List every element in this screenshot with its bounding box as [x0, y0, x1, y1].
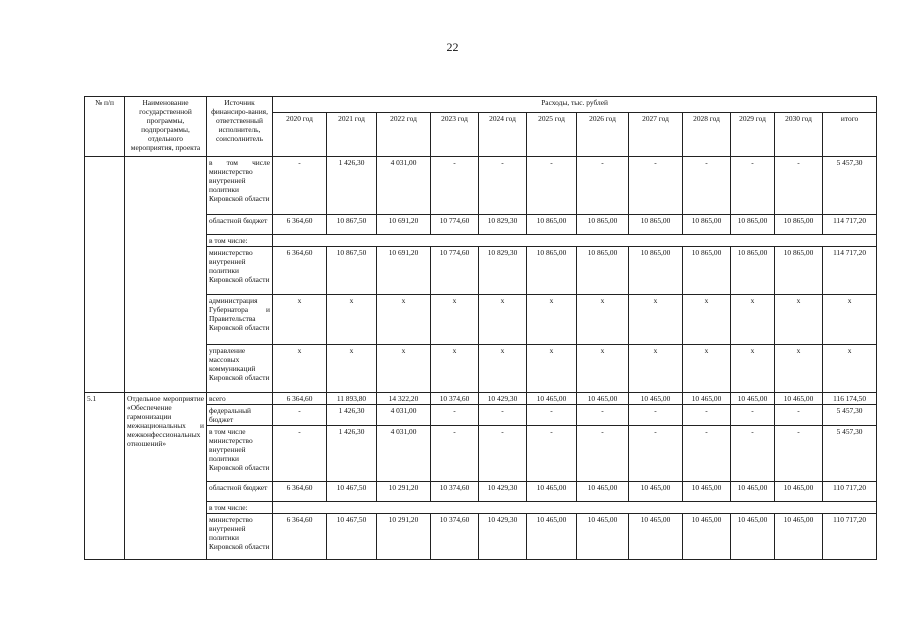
value-cell: 10 774,60 [431, 247, 479, 295]
header-year: 2029 год [731, 113, 775, 157]
value-cell: 10 774,60 [431, 215, 479, 235]
value-cell: x [629, 345, 683, 393]
value-cell: 10 467,50 [327, 482, 377, 502]
value-cell: - [683, 426, 731, 482]
value-cell: - [479, 405, 527, 426]
value-cell: x [577, 295, 629, 345]
value-cell: 10 465,00 [775, 514, 823, 560]
row-index-cell [85, 157, 125, 393]
value-cell: - [479, 426, 527, 482]
total-cell: 110 717,20 [823, 514, 877, 560]
value-cell: 10 865,00 [683, 215, 731, 235]
value-cell: 10 865,00 [527, 215, 577, 235]
source-cell: в том числе: [207, 502, 273, 514]
value-cell: 10 465,00 [527, 514, 577, 560]
value-cell: - [731, 157, 775, 215]
header-name: Наименование государственной программы, подпрограммы, отдельного мероприятия, проекта [125, 97, 207, 157]
value-cell: - [731, 426, 775, 482]
header-expenses: Расходы, тыс. рублей [273, 97, 877, 113]
value-cell: 4 031,00 [377, 426, 431, 482]
value-cell: 10 465,00 [629, 482, 683, 502]
total-cell: 110 717,20 [823, 482, 877, 502]
value-cell: x [683, 295, 731, 345]
value-cell: - [629, 405, 683, 426]
value-cell: 10 691,20 [377, 215, 431, 235]
value-cell: 10 429,30 [479, 393, 527, 405]
table-row [85, 157, 877, 215]
value-cell: 10 465,00 [577, 514, 629, 560]
value-cell: 10 867,50 [327, 215, 377, 235]
row-index-cell: 5.1 [85, 393, 125, 560]
value-cell: 10 867,50 [327, 247, 377, 295]
value-cell: - [273, 157, 327, 215]
value-cell: 10 465,00 [577, 482, 629, 502]
value-cell: 10 465,00 [731, 393, 775, 405]
value-cell: 6 364,60 [273, 215, 327, 235]
header-year: 2028 год [683, 113, 731, 157]
value-cell: 10 465,00 [629, 393, 683, 405]
value-cell: 10 465,00 [683, 514, 731, 560]
value-cell: 14 322,20 [377, 393, 431, 405]
value-cell: 10 865,00 [731, 247, 775, 295]
source-cell: администрация Губернатора и Правительства Кировской области [207, 295, 273, 345]
header-year: 2021 год [327, 113, 377, 157]
value-cell: - [629, 157, 683, 215]
value-cell: x [527, 295, 577, 345]
table-row [85, 393, 877, 405]
value-cell: 10 691,20 [377, 247, 431, 295]
value-cell: x [731, 345, 775, 393]
budget-table [84, 96, 877, 560]
header-year: 2027 год [629, 113, 683, 157]
value-cell: x [327, 295, 377, 345]
source-cell: федеральный бюджет [207, 405, 273, 426]
source-cell: управление массовых коммуникаций Кировской области [207, 345, 273, 393]
value-cell: 10 374,60 [431, 514, 479, 560]
value-cell: 10 865,00 [629, 215, 683, 235]
header-year: 2024 год [479, 113, 527, 157]
value-cell: - [479, 157, 527, 215]
value-cell: x [431, 295, 479, 345]
value-cell: 4 031,00 [377, 405, 431, 426]
header-year: 2030 год [775, 113, 823, 157]
value-cell: 10 429,30 [479, 482, 527, 502]
value-cell: x [479, 345, 527, 393]
value-cell: 11 893,80 [327, 393, 377, 405]
value-cell: x [775, 345, 823, 393]
value-cell: 10 865,00 [775, 215, 823, 235]
value-cell: 1 426,30 [327, 426, 377, 482]
value-cell: 1 426,30 [327, 157, 377, 215]
value-cell: 10 429,30 [479, 514, 527, 560]
total-cell: 5 457,30 [823, 157, 877, 215]
value-cell: 10 865,00 [775, 247, 823, 295]
source-cell: всего [207, 393, 273, 405]
value-cell: - [683, 405, 731, 426]
total-cell: 5 457,30 [823, 405, 877, 426]
value-cell: - [683, 157, 731, 215]
value-cell: - [577, 405, 629, 426]
value-cell: 10 291,20 [377, 482, 431, 502]
value-cell: x [683, 345, 731, 393]
empty-values-cell [273, 502, 877, 514]
value-cell: 10 465,00 [629, 514, 683, 560]
value-cell: 10 465,00 [577, 393, 629, 405]
source-cell: областной бюджет [207, 482, 273, 502]
value-cell: - [527, 157, 577, 215]
value-cell: 1 426,30 [327, 405, 377, 426]
header-no: № п/п [85, 97, 125, 157]
value-cell: 6 364,60 [273, 514, 327, 560]
value-cell: x [479, 295, 527, 345]
total-cell: x [823, 295, 877, 345]
page-number: 22 [446, 40, 459, 54]
value-cell: 10 465,00 [775, 393, 823, 405]
value-cell: - [527, 405, 577, 426]
value-cell: 10 865,00 [683, 247, 731, 295]
value-cell: - [273, 405, 327, 426]
value-cell: 10 865,00 [527, 247, 577, 295]
value-cell: - [775, 157, 823, 215]
value-cell: - [775, 405, 823, 426]
source-cell: в том числе министерство внутренней политики Кировской области [207, 157, 273, 215]
value-cell: - [273, 426, 327, 482]
value-cell: 10 465,00 [775, 482, 823, 502]
value-cell: x [377, 345, 431, 393]
value-cell: x [775, 295, 823, 345]
header-source: Источник финансиро-вания, ответственный исполнитель, соисполнитель [207, 97, 273, 157]
value-cell: 10 465,00 [683, 482, 731, 502]
header-year-total: итого [823, 113, 877, 157]
source-cell: областной бюджет [207, 215, 273, 235]
value-cell: 10 829,30 [479, 215, 527, 235]
value-cell: 10 865,00 [629, 247, 683, 295]
total-cell: 114 717,20 [823, 215, 877, 235]
source-cell: министерство внутренней политики Кировской области [207, 247, 273, 295]
value-cell: - [527, 426, 577, 482]
table-header [85, 97, 877, 157]
value-cell: 10 865,00 [577, 215, 629, 235]
value-cell: 10 465,00 [731, 482, 775, 502]
value-cell: 10 374,60 [431, 482, 479, 502]
value-cell: 10 374,60 [431, 393, 479, 405]
value-cell: x [577, 345, 629, 393]
value-cell: x [527, 345, 577, 393]
source-cell: министерство внутренней политики Кировской области [207, 514, 273, 560]
value-cell: 6 364,60 [273, 247, 327, 295]
header-year: 2025 год [527, 113, 577, 157]
empty-values-cell [273, 235, 877, 247]
value-cell: 10 465,00 [731, 514, 775, 560]
total-cell: 5 457,30 [823, 426, 877, 482]
header-year: 2023 год [431, 113, 479, 157]
value-cell: 10 465,00 [527, 482, 577, 502]
value-cell: - [775, 426, 823, 482]
value-cell: 10 465,00 [527, 393, 577, 405]
value-cell: x [327, 345, 377, 393]
value-cell: - [731, 405, 775, 426]
value-cell: - [431, 426, 479, 482]
value-cell: - [577, 426, 629, 482]
total-cell: x [823, 345, 877, 393]
value-cell: x [431, 345, 479, 393]
value-cell: 10 829,30 [479, 247, 527, 295]
value-cell: x [273, 295, 327, 345]
value-cell: - [431, 157, 479, 215]
value-cell: 10 291,20 [377, 514, 431, 560]
row-program-cell: Отдельное мероприятие «Обеспечение гармонизации межнациональных и межконфессиональных отношений» [125, 393, 207, 560]
header-year: 2026 год [577, 113, 629, 157]
row-program-cell [125, 157, 207, 393]
header-year: 2022 год [377, 113, 431, 157]
value-cell: 10 865,00 [577, 247, 629, 295]
total-cell: 114 717,20 [823, 247, 877, 295]
value-cell: 6 364,60 [273, 482, 327, 502]
total-cell: 116 174,50 [823, 393, 877, 405]
value-cell: 10 865,00 [731, 215, 775, 235]
source-cell: в том числе: [207, 235, 273, 247]
value-cell: x [731, 295, 775, 345]
value-cell: x [273, 345, 327, 393]
value-cell: - [629, 426, 683, 482]
value-cell: 6 364,60 [273, 393, 327, 405]
value-cell: 4 031,00 [377, 157, 431, 215]
value-cell: 10 465,00 [683, 393, 731, 405]
value-cell: - [577, 157, 629, 215]
header-year: 2020 год [273, 113, 327, 157]
value-cell: x [629, 295, 683, 345]
value-cell: x [377, 295, 431, 345]
value-cell: - [431, 405, 479, 426]
source-cell: в том числе министерство внутренней политики Кировской области [207, 426, 273, 482]
value-cell: 10 467,50 [327, 514, 377, 560]
